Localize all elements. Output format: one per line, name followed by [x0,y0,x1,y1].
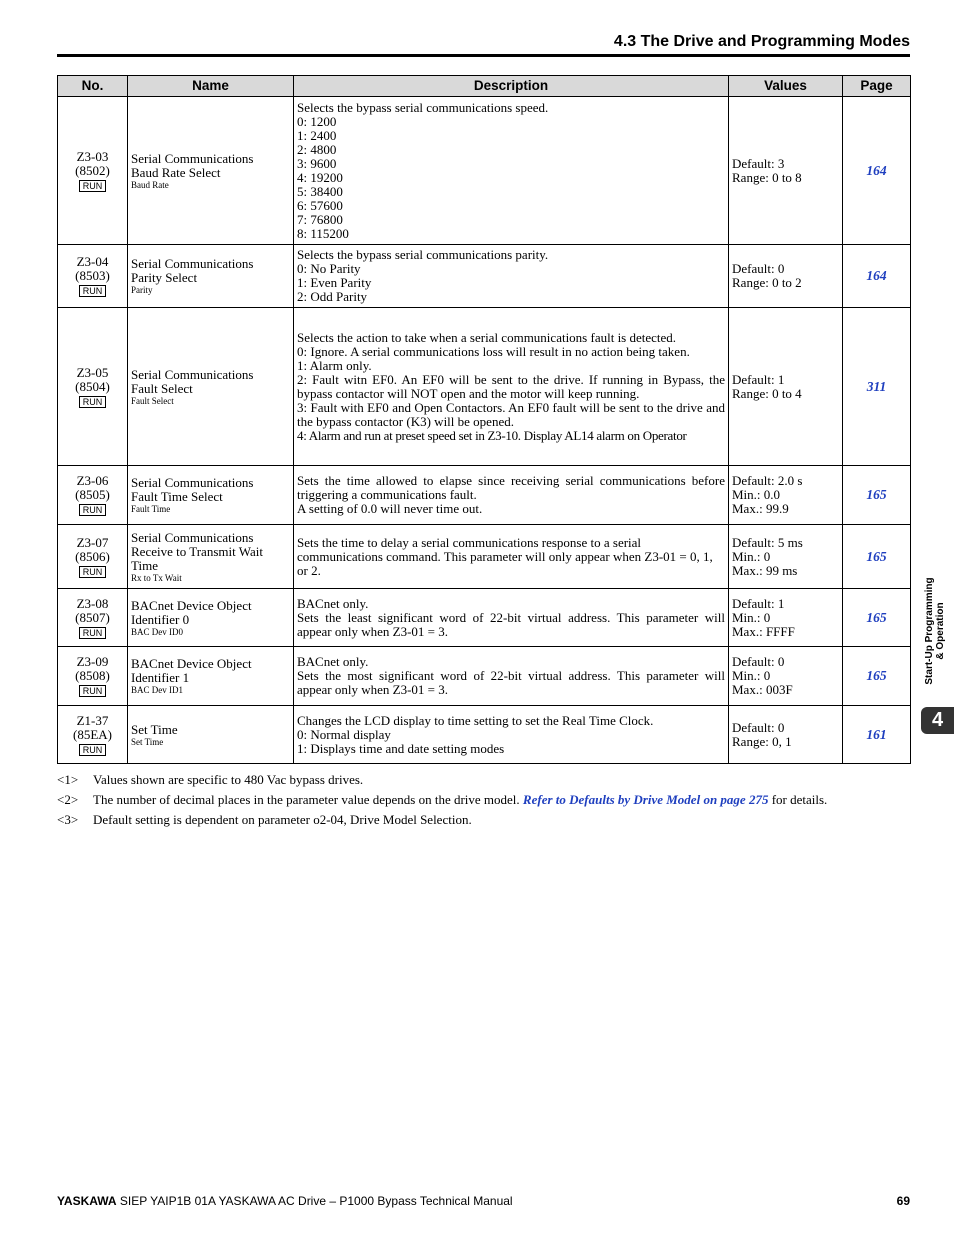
param-name-cell [128,525,294,589]
table-row [58,97,911,245]
description-line: 1: Displays time and date setting modes [297,740,505,756]
param-page-cell [843,466,911,525]
param-name-cell [128,466,294,525]
param-values-cell [729,706,843,764]
description-line: Sets the most significant word of 22-bit virtual address. This parameter will appear only when Z3-01 = 3. [297,668,725,697]
run-badge: RUN [79,566,107,578]
table-row [58,308,911,466]
footer-doc-title: SIEP YAIP1B 01A YASKAWA AC Drive – P1000 Bypass Technical Manual [119,1194,513,1208]
footnote-text: for details. [771,792,828,807]
param-page-cell [843,525,911,589]
table-row [58,466,911,525]
param-number: Z3-03 [76,148,109,164]
param-number: Z1-37 [76,712,109,728]
param-short-name: Parity [131,285,153,295]
description-line: A setting of 0.0 will never time out. [297,501,483,516]
value-line: Max.: 99.9 [732,501,789,516]
description-line: Changes the LCD display to time setting to set the Real Time Clock. [297,712,654,728]
value-line: Default: 0 [732,261,785,276]
param-name-line: BACnet Device Object [131,656,252,671]
param-number: Z3-07 [76,534,109,550]
param-page-cell [843,589,911,647]
param-short-name: Baud Rate [131,179,169,190]
param-name-cell [128,245,294,308]
description-line: Selects the bypass serial communications parity. [297,247,549,262]
footnote-mark: <3> [57,812,79,827]
table-row [58,647,911,706]
value-line: Range: 0 to 8 [732,169,802,185]
table-row [58,706,911,764]
param-description-cell [294,647,729,706]
defaults-by-drive-model-link[interactable]: Refer to Defaults by Drive Model on page 275 [522,792,769,807]
param-address: (8507) [75,609,110,625]
value-line: Default: 0 [732,719,785,735]
param-page-cell [843,647,911,706]
footnote [57,790,917,810]
description-line: Sets the time to delay a serial communications response to a serial communications command. This parameter will only appear when Z3-01 = 0, 1, or 2. [297,534,713,578]
description-line: 2: 4800 [297,141,337,157]
value-line: Default: 1 [732,595,785,611]
description-line: 4: 19200 [297,169,343,185]
param-description-cell [294,589,729,647]
value-line: Default: 5 ms [732,534,803,550]
param-name-line: Time [131,557,158,573]
column-header-name: Name [128,76,294,97]
section-title: 4.3 The Drive and Programming Modes [613,33,910,50]
value-line: Min.: 0 [732,609,771,625]
value-line: Default: 2.0 s [732,473,803,488]
param-short-name: BAC Dev ID1 [131,685,183,695]
description-line: 1: Alarm only. [297,357,372,373]
chapter-side-label-line: Start-Up Programming [924,577,935,685]
footnote-mark: <2> [57,792,79,807]
run-badge: RUN [79,504,107,516]
value-line: Default: 1 [732,371,785,387]
table-header-row [58,76,911,97]
footnote-text: The number of decimal places in the parameter value depends on the drive model. [93,792,520,807]
param-address: (8503) [75,268,110,283]
param-address: (8505) [75,487,110,502]
column-header-description: Description [294,76,729,97]
param-address: (8508) [75,668,110,683]
param-name-line: Baud Rate Select [131,164,221,180]
footnote-text: Default setting is dependent on parameter o2-04, Drive Model Selection. [93,812,472,827]
description-line: 0: Ignore. A serial communications loss will result in no action being taken. [297,343,690,359]
param-description-cell [294,525,729,589]
description-line: 5: 38400 [297,183,343,199]
param-number: Z3-04 [76,254,109,269]
run-badge: RUN [79,627,107,639]
description-line: 2: Fault witn EF0. An EF0 will be sent to the drive. If running in Bypass, the bypass contactor will NOT open and the motor will keep running. [297,371,725,401]
param-description-cell [294,97,729,245]
page-link[interactable]: 311 [866,378,887,394]
table-row [58,525,911,589]
param-name-cell [128,647,294,706]
description-line: Selects the action to take when a serial communications fault is detected. [297,329,677,345]
run-badge: RUN [79,180,107,192]
param-address: (85EA) [73,726,112,742]
page-link[interactable]: 164 [866,162,887,178]
table-row [58,245,911,308]
description-line: 7: 76800 [297,211,343,227]
param-name-line: Fault Time Select [131,489,223,504]
footer [57,1194,513,1208]
chapter-side-label-line: & Operation [935,602,946,660]
param-short-name: BAC Dev ID0 [131,626,183,637]
param-number: Z3-08 [76,595,109,611]
param-name-line: Fault Select [131,380,193,396]
param-description-cell [294,706,729,764]
param-description-cell [294,308,729,466]
value-line: Range: 0, 1 [732,733,792,749]
param-values-cell [729,245,843,308]
param-number-cell [58,97,128,245]
chapter-side-label [922,568,948,694]
page-link[interactable]: 165 [866,609,887,625]
footer-brand: YASKAWA [57,1194,117,1208]
description-line: 2: Odd Parity [297,289,368,304]
run-badge: RUN [79,285,107,297]
param-number-cell [58,706,128,764]
value-line: Range: 0 to 4 [732,385,802,401]
description-line: 8: 115200 [297,225,349,241]
page-link[interactable]: 165 [866,548,887,564]
param-page-cell [843,308,911,466]
param-name-line: Serial Communications [131,475,254,490]
param-name-line: Receive to Transmit Wait [131,543,263,559]
value-line: Min.: 0.0 [732,487,781,502]
parameter-table [57,75,911,764]
param-name-line: Serial Communications [131,150,254,166]
description-line: 3: Fault with EF0 and Open Contactors. An EF0 fault will be sent to the drive and the bypass contactor (K3) will be opened. [297,399,725,429]
page-link[interactable]: 165 [866,668,887,683]
value-line: Max.: FFFF [732,623,795,639]
param-number-cell [58,647,128,706]
description-line: 1: Even Parity [297,275,372,290]
param-short-name: Rx to Tx Wait [131,572,182,583]
param-number-cell [58,589,128,647]
description-line: Selects the bypass serial communications speed. [297,99,549,115]
description-line: 0: No Parity [297,261,361,276]
footnote-text: Values shown are specific to 480 Vac bypass drives. [93,772,364,787]
value-line: Default: 3 [732,155,785,171]
description-line: 4: Alarm and run at preset speed set in Z3-10. Display AL14 alarm on Operator [297,427,687,443]
param-values-cell [729,647,843,706]
run-badge: RUN [79,685,107,697]
param-number: Z3-06 [76,473,109,488]
page-link[interactable]: 165 [866,487,887,502]
param-short-name: Set Time [131,736,164,747]
param-values-cell [729,525,843,589]
value-line: Range: 0 to 2 [732,275,802,290]
param-name-cell [128,706,294,764]
description-line: Sets the least significant word of 22-bit virtual address. This parameter will appear only when Z3-01 = 3. [297,609,725,639]
value-line: Min.: 0 [732,668,771,683]
param-short-name: Fault Select [131,395,174,406]
param-number: Z3-09 [76,654,109,669]
param-values-cell [729,466,843,525]
param-number: Z3-05 [76,364,109,380]
param-address: (8506) [75,548,110,564]
chapter-tab: 4 [921,707,954,734]
value-line: Max.: 003F [732,682,793,697]
param-page-cell [843,97,911,245]
param-name-line: BACnet Device Object [131,597,252,613]
column-header-values: Values [729,76,843,97]
param-address: (8504) [75,378,110,394]
param-name-line: Serial Communications [131,366,254,382]
param-values-cell [729,589,843,647]
param-values-cell [729,97,843,245]
param-address: (8502) [75,162,110,178]
description-line: Sets the time allowed to elapse since receiving serial communications before triggering a communications fault. [297,473,725,502]
description-line: BACnet only. [297,595,369,611]
param-number-cell [58,308,128,466]
description-line: 6: 57600 [297,197,343,213]
param-name-cell [128,97,294,245]
value-line: Default: 0 [732,654,785,669]
column-header-no: No. [58,76,128,97]
footnotes [57,770,917,830]
page-link[interactable]: 164 [866,268,887,283]
param-values-cell [729,308,843,466]
param-name-line: Parity Select [131,270,198,285]
param-name-line: Set Time [131,721,178,737]
column-header-page: Page [843,76,911,97]
run-badge: RUN [79,744,107,756]
param-name-line: Serial Communications [131,529,254,545]
description-line: 0: 1200 [297,113,337,129]
param-short-name: Fault Time [131,504,171,514]
description-line: 1: 2400 [297,127,337,143]
header-rule [57,54,910,57]
param-description-cell [294,466,729,525]
param-page-cell [843,245,911,308]
run-badge: RUN [79,396,107,408]
param-page-cell [843,706,911,764]
description-line: 3: 9600 [297,155,337,171]
param-name-cell [128,589,294,647]
param-name-cell [128,308,294,466]
value-line: Min.: 0 [732,548,771,564]
param-name-line: Identifier 1 [131,670,190,685]
param-name-line: Identifier 0 [131,611,190,627]
description-line: 0: Normal display [297,726,391,742]
page-number: 69 [896,1194,910,1208]
page-link[interactable]: 161 [866,726,887,742]
param-name-line: Serial Communications [131,256,254,271]
param-number-cell [58,245,128,308]
table-row [58,589,911,647]
footnote-mark: <1> [57,772,79,787]
footnote [57,810,917,830]
param-description-cell [294,245,729,308]
value-line: Max.: 99 ms [732,562,798,578]
param-number-cell [58,525,128,589]
footnote [57,770,917,790]
param-number-cell [58,466,128,525]
description-line: BACnet only. [297,654,369,669]
